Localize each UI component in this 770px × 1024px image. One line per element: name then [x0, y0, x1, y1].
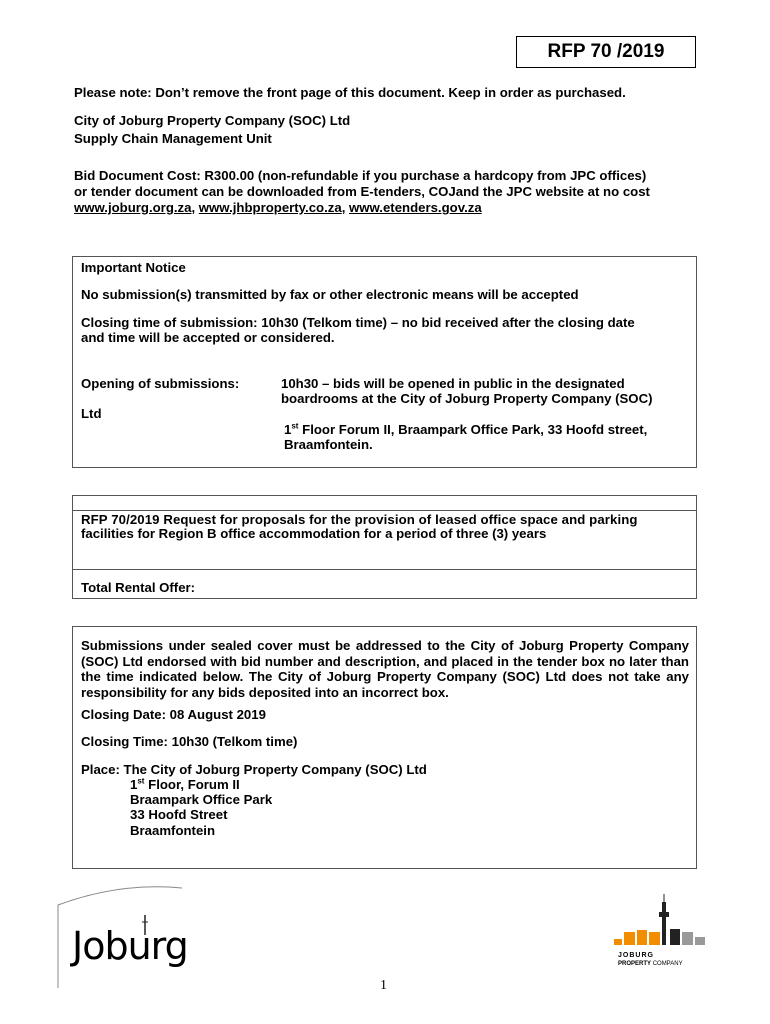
table-divider: [72, 510, 697, 511]
link-etenders[interactable]: www.etenders.gov.za: [349, 200, 482, 215]
floor-suffix: st: [291, 421, 299, 431]
jpc-line1: JOBURG: [618, 952, 654, 959]
total-rental-label: Total Rental Offer:: [81, 580, 196, 595]
place-line1: Place: The City of Joburg Property Company (SOC) Ltd: [81, 762, 427, 777]
notice-heading: Important Notice: [81, 260, 186, 275]
closing-date: Closing Date: 08 August 2019: [81, 707, 266, 722]
rfp-description-line2: facilities for Region B office accommodation for a period of three (3) years: [81, 526, 547, 541]
floor-rest: Floor, Forum II: [144, 777, 240, 792]
floor-rest: Floor Forum II, Braampark Office Park, 33 Hoofd street,: [298, 422, 648, 437]
place-line4: 33 Hoofd Street: [130, 807, 228, 822]
no-fax-notice: No submission(s) transmitted by fax or other electronic means will be accepted: [81, 287, 579, 302]
closing-time-line2: and time will be accepted or considered.: [81, 330, 335, 345]
place-floor: [130, 777, 240, 793]
floor-number: 1: [284, 422, 292, 437]
separator: ,: [341, 200, 350, 215]
closing-time-line1: Closing time of submission: 10h30 (Telkom time) – no bid received after the closing date: [81, 315, 635, 330]
jpc-line2: [618, 961, 683, 967]
joburg-wordmark-start: Jo: [72, 924, 105, 968]
opening-ltd: Ltd: [81, 406, 102, 421]
opening-line1: 10h30 – bids will be opened in public in the designated: [281, 376, 625, 391]
submission-paragraph: Submissions under sealed cover must be addressed to the City of Joburg Property Company (SOC) Ltd endorsed with bid number and description, and placed in the tender box no later than the time indicated below. The City of Joburg Property Company (SOC) Ltd does not take any responsibility for any bids deposited into an incorrect box.: [81, 638, 689, 700]
closing-time: Closing Time: 10h30 (Telkom time): [81, 734, 298, 749]
joburg-wordmark-end: burg: [104, 924, 188, 968]
opening-label: Opening of submissions:: [81, 376, 240, 391]
bid-cost-line1: Bid Document Cost: R300.00 (non-refundable if you purchase a hardcopy from JPC offices): [74, 168, 647, 183]
jpc-property: PROPERTY: [618, 961, 652, 967]
place-line3: Braampark Office Park: [130, 792, 273, 807]
joburg-wordmark: [72, 924, 188, 968]
page-number: 1: [380, 978, 387, 993]
link-jhbproperty[interactable]: www.jhbproperty.co.za: [198, 200, 342, 215]
front-page-note: Please note: Don’t remove the front page of this document. Keep in order as purchased.: [74, 85, 626, 100]
table-divider: [72, 569, 697, 570]
floor-suffix: st: [137, 776, 145, 786]
company-name: City of Joburg Property Company (SOC) Ltd: [74, 113, 351, 128]
jpc-building-icon: [612, 892, 712, 952]
opening-address-line: [284, 422, 647, 438]
joburg-logo: [50, 880, 190, 990]
separator: ,: [191, 200, 199, 215]
bid-cost-line2: or tender document can be downloaded from E-tenders, COJand the JPC website at no cost: [74, 184, 650, 199]
opening-line2: boardrooms at the City of Joburg Property Company (SOC): [281, 391, 653, 406]
floor-number: 1: [130, 777, 138, 792]
website-links: [74, 200, 482, 216]
rfp-number-box: [516, 36, 696, 68]
unit-name: Supply Chain Management Unit: [74, 131, 272, 146]
opening-suburb: Braamfontein.: [284, 437, 373, 452]
jpc-logo: [612, 892, 722, 972]
rfp-number: RFP 70 /2019: [547, 41, 665, 62]
rfp-description-line1: RFP 70/2019 Request for proposals for the provision of leased office space and parking: [81, 512, 638, 527]
link-joburg[interactable]: www.joburg.org.za: [74, 200, 192, 215]
jpc-company: COMPANY: [652, 961, 683, 967]
place-line5: Braamfontein: [130, 823, 215, 838]
